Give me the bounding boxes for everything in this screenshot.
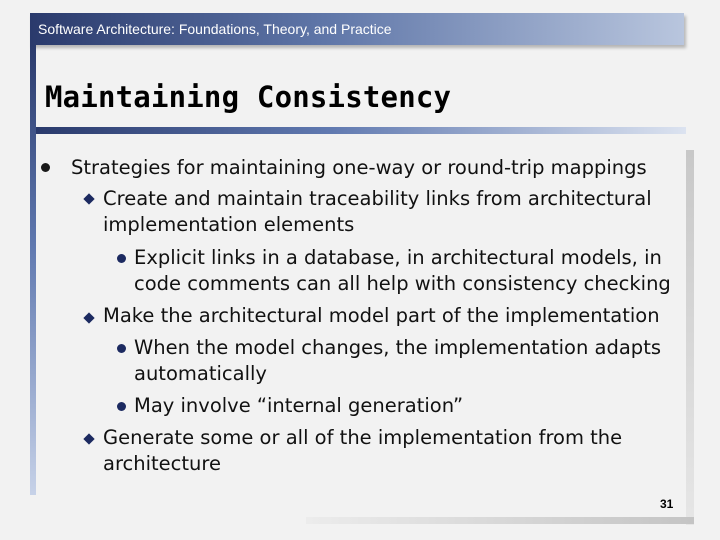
bullet-line: Generate some or all of the implementation from the [103,426,623,449]
round-bullet-icon [117,344,126,353]
diamond-bullet-icon [83,312,94,323]
round-bullet-icon [117,254,126,263]
bullet-line: Strategies for maintaining one-way or round-trip mappings [71,156,647,179]
bullet-line: implementation elements [103,213,355,236]
round-bullet-icon [117,402,126,411]
bullet-line: code comments can all help with consistency checking [134,272,671,295]
bullet-level3 [134,393,463,419]
bullet-line: When the model changes, the implementation adapts [134,336,661,359]
bullet-level2 [103,186,652,238]
bullet-line: automatically [134,362,267,385]
diamond-bullet-icon [83,433,94,444]
bullet-line: architecture [103,452,221,475]
bullet-line: Make the architectural model part of the implementation [103,304,660,327]
bullet-level2 [103,303,660,329]
diamond-bullet-icon [83,193,94,204]
bullet-level1 [71,155,647,181]
bullet-level3 [134,335,661,387]
slide-title: Maintaining Consistency [45,80,452,114]
bullet-line: Explicit links in a database, in architectural models, in [134,246,662,269]
page-number: 31 [660,497,674,511]
bullet-level3 [134,245,671,297]
header-text: Software Architecture: Foundations, Theory, and Practice [38,21,392,37]
bullet-line: May involve “internal generation” [134,394,464,417]
bullet-level2 [103,425,622,477]
bullet-line: Create and maintain traceability links from architectural [103,187,652,210]
bullet-marker-icon [41,163,50,172]
